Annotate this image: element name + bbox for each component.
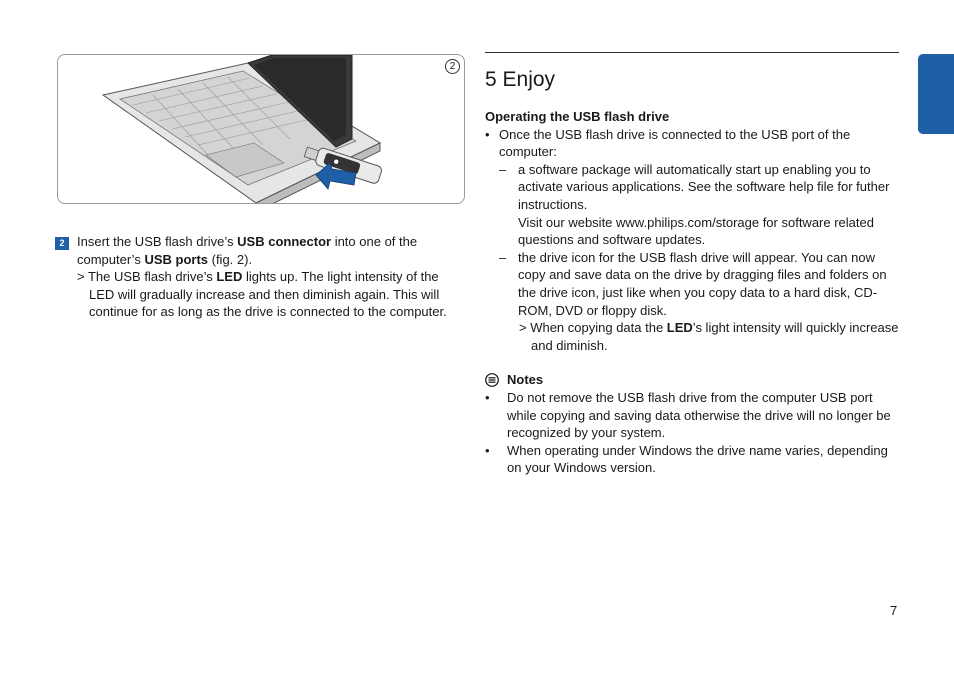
copy-result: > When copying data the LED’s light intensity will quickly increase and diminish. xyxy=(519,320,899,353)
usb-connector-term: USB connector xyxy=(237,234,332,249)
dash-icon: – xyxy=(499,249,507,265)
bullet-icon: • xyxy=(485,442,490,458)
figure-number: 2 xyxy=(445,59,460,74)
step-instruction: 2 Insert the USB flash drive’s USB connector into one of the computer’s USB ports (fig. 2). xyxy=(55,233,465,268)
bullet-icon: • xyxy=(485,126,490,142)
led-term: LED xyxy=(666,320,693,336)
list-item: – the drive icon for the USB flash drive will appear. You can now copy and save data on the drive by dragging files and folders on the drive icon, just like when you copy data to a hard disk, CD-ROM, DVD or floppy disk. xyxy=(499,249,887,318)
list-item: • Once the USB flash drive is connected to the USB port of the computer: xyxy=(485,126,851,160)
chapter-title: 5 Enjoy xyxy=(485,68,556,91)
list-item: • When operating under Windows the drive name varies, depending on your Windows version. xyxy=(485,442,888,476)
dash-icon: – xyxy=(499,161,507,177)
list-item: • Do not remove the USB flash drive from the computer USB port while copying and saving data otherwise the drive will no longer be recognized by your system. xyxy=(485,389,891,441)
language-label: ENGLISH xyxy=(930,137,939,175)
led-term: LED xyxy=(216,269,243,285)
figure-illustration xyxy=(57,54,465,204)
header-divider xyxy=(485,52,899,53)
bullet-icon: • xyxy=(485,389,490,405)
step-result: > The USB flash drive’s LED lights up. The light intensity of the LED will gradually increase and then diminish again. This will continue for as long as the drive is connected to the computer. xyxy=(77,269,447,320)
notes-heading: Notes xyxy=(485,371,901,389)
right-column xyxy=(485,66,901,477)
step-number-badge: 2 xyxy=(55,237,69,250)
left-column xyxy=(55,233,465,321)
list-item: – a software package will automatically start up enabling you to activate various applications. See the software help file for futher instructions. xyxy=(499,161,890,212)
laptop-usb-illustration xyxy=(58,55,465,204)
language-tab xyxy=(918,54,954,175)
usb-ports-term: USB ports xyxy=(144,251,208,267)
page-number: 7 xyxy=(890,603,898,618)
note-icon xyxy=(485,373,499,387)
section-subheading: Operating the USB flash drive xyxy=(485,109,670,124)
website-note: Visit our website www.philips.com/storage for software related questions and software updates. xyxy=(518,214,874,248)
